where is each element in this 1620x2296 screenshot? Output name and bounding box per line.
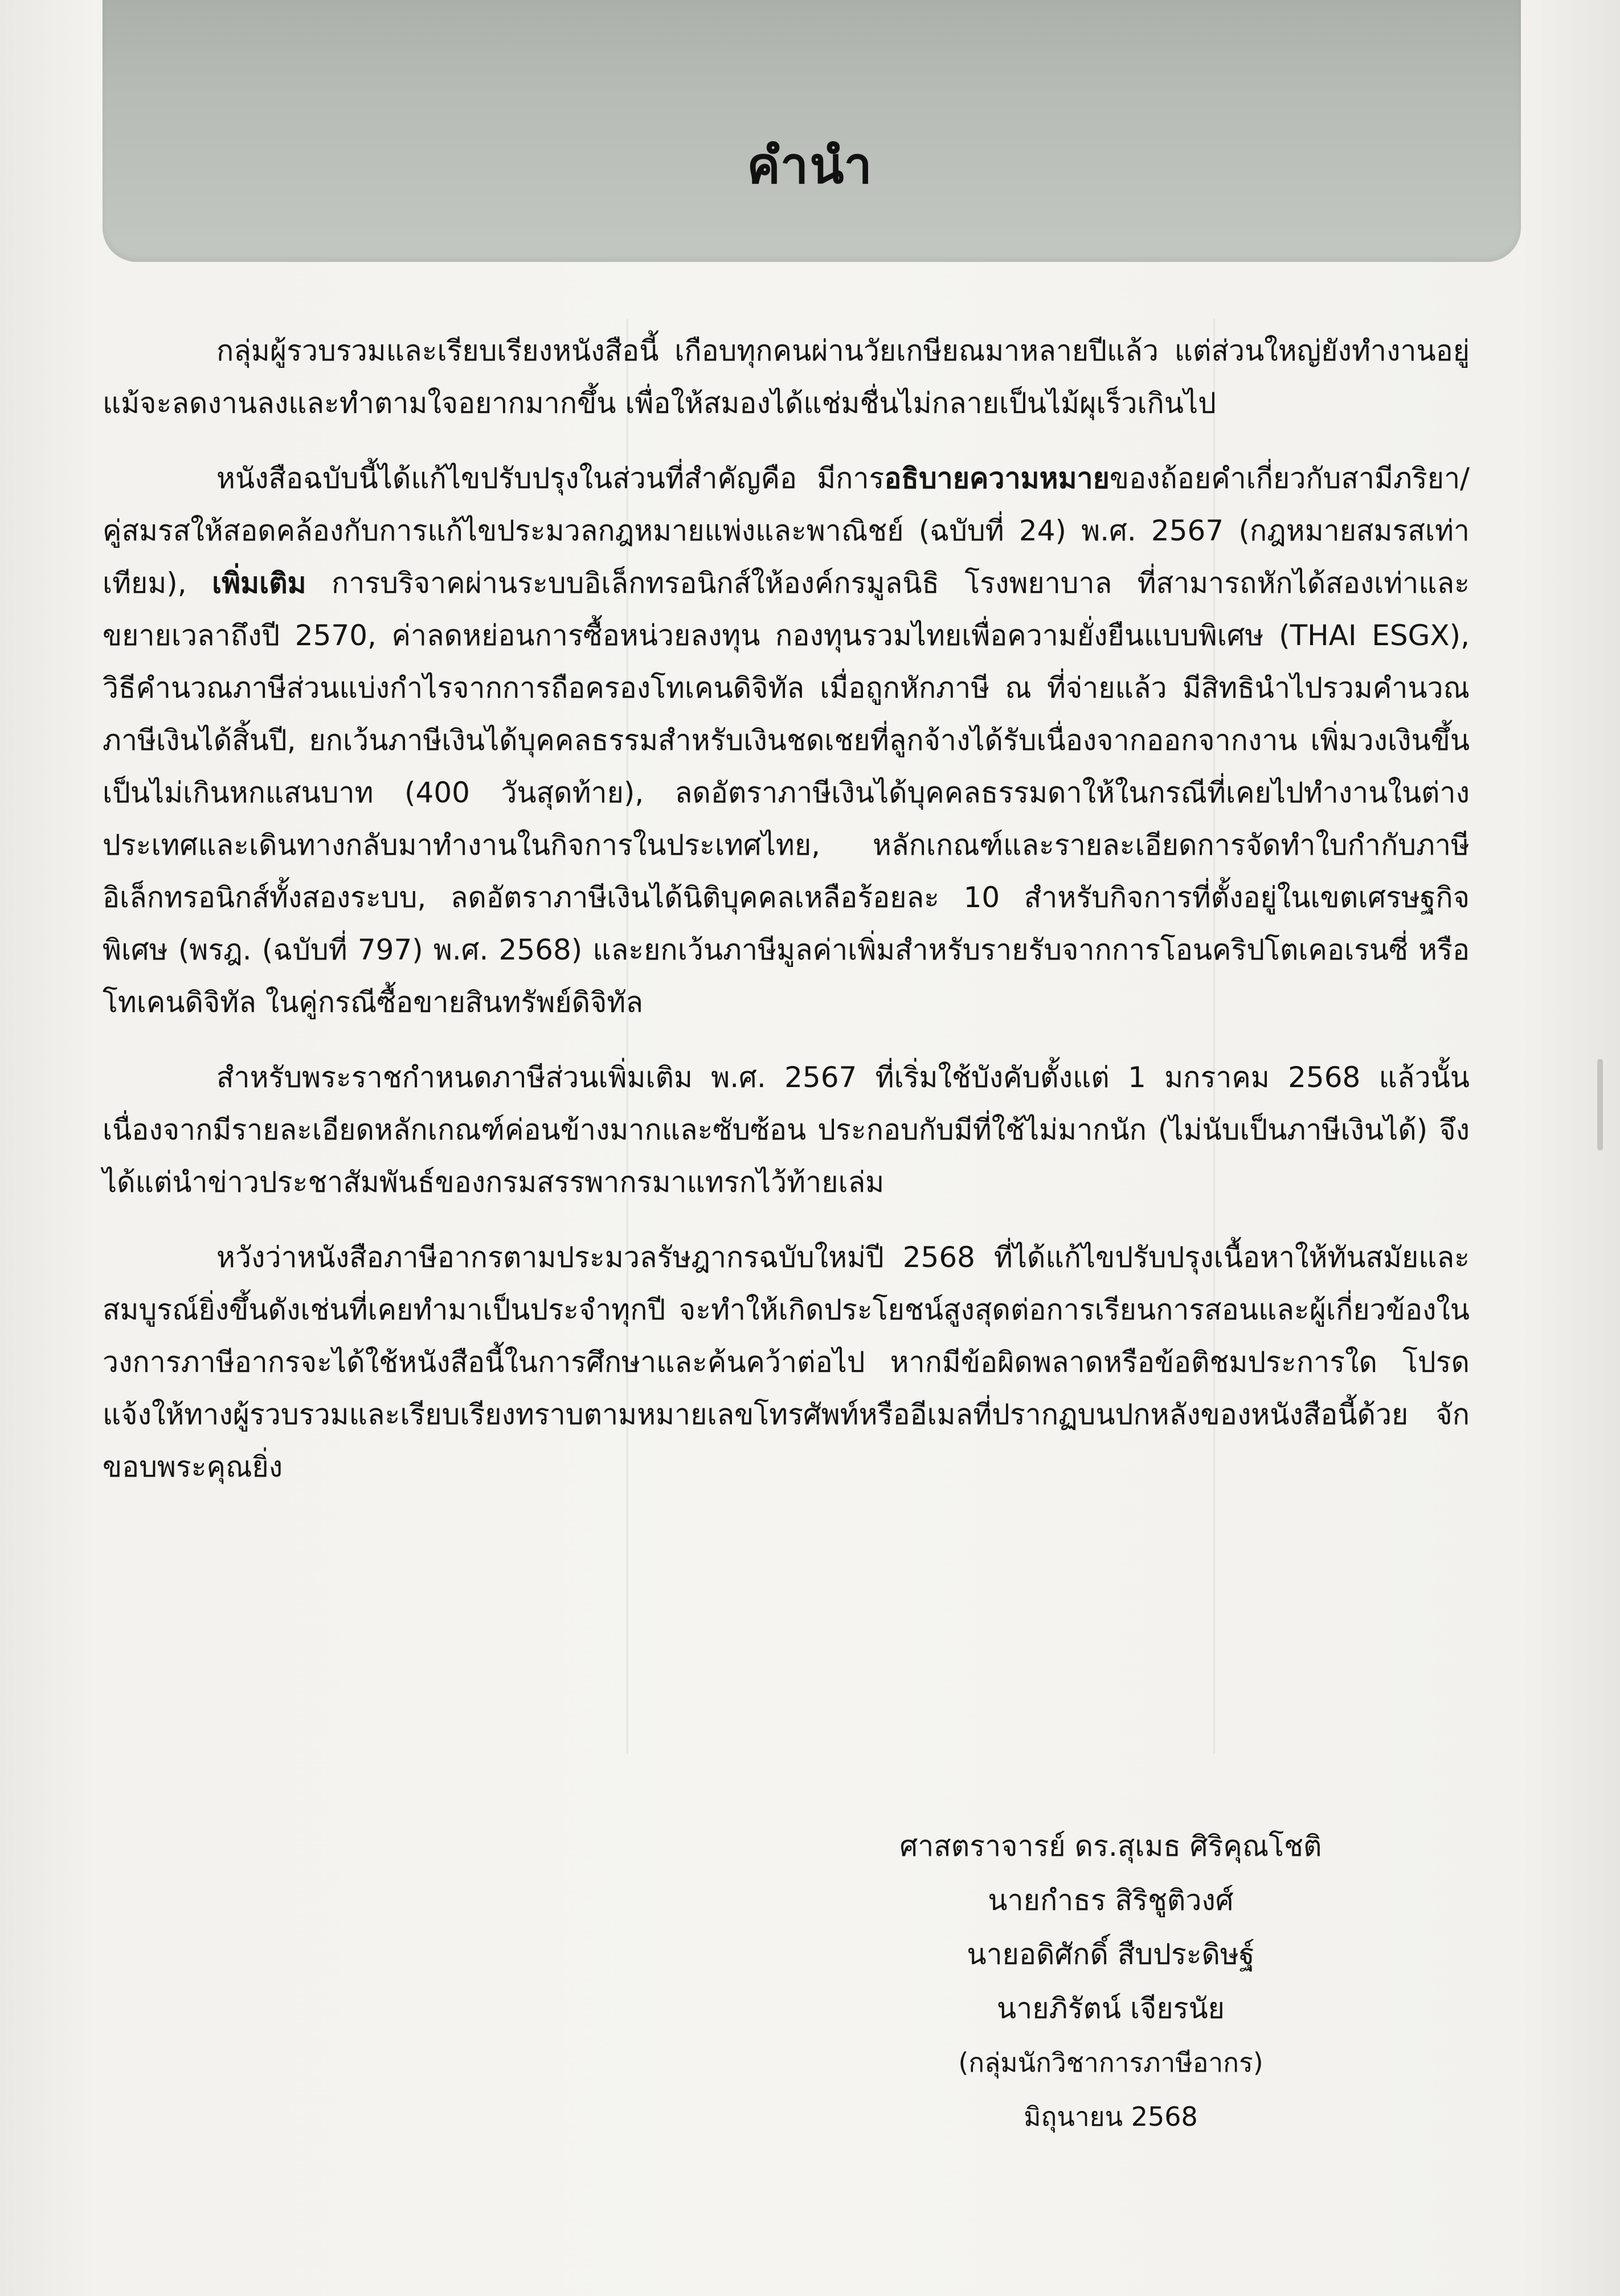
paragraph-2-part-c: ของถ้อยคำเกี่ยวกับสามีภริยา/คู่สมรสให้สอดคล้องกับการแก้ไขประมวลกฎหมายแพ่งและพาณิชย์ (ฉบับที่ 24) พ.ศ. 2567 (กฎหมายสมรสเท่าเทียม), [103, 462, 1470, 600]
signature-block [826, 1819, 1396, 2144]
signatory-2: นายกำธร สิริชูติวงศ์ [988, 1884, 1234, 1917]
signatory-3: นายอดิศักดิ์ สืบประดิษฐ์ [967, 1938, 1255, 1971]
emphasis-explain-meaning: อธิบายความหมาย [884, 462, 1110, 495]
signature-date: มิถุนายน 2568 [1024, 2101, 1198, 2132]
page-title: คำนำ [747, 136, 873, 195]
paragraph-1: กลุ่มผู้รวบรวมและเรียบเรียงหนังสือนี้ เกือบทุกคนผ่านวัยเกษียณมาหลายปีแล้ว แต่ส่วนใหญ่ยังทำงานอยู่แม้จะลดงานลงและทำตามใจอยากมากขึ้น เพื่อให้สมองได้แช่มชื่นไม่กลายเป็นไม้ผุเร็วเกินไป [103, 334, 1470, 420]
paragraph-2-part-e: การบริจาคผ่านระบบอิเล็กทรอนิกส์ให้องค์กรมูลนิธิ โรงพยาบาล ที่สามารถหักได้สองเท่าและขยายเวลาถึงปี 2570, ค่าลดหย่อนการซื้อหน่วยลงทุน กองทุนรวมไทยเพื่อความยั่งยืนแบบพิเศษ (THAI ESGX), วิธีคำนวณภาษีส่วนแบ่งกำไรจากการถือครองโทเคนดิจิทัล เมื่อถูกหักภาษี ณ ที่จ่ายแล้ว มีสิทธินำไปรวมคำนวณภาษีเงินได้สิ้นปี, ยกเว้นภาษีเงินได้บุคคลธรรมสำหรับเงินชดเชยที่ลูกจ้างได้รับเนื่องจากออกจากงาน เพิ่มวงเงินขึ้นเป็นไม่เกินหกแสนบาท (400 วันสุดท้าย), ลดอัตราภาษีเงินได้บุคคลธรรมดาให้ในกรณีที่เคยไปทำงานในต่างประเทศและเดินทางกลับมาทำงานในกิจการในประเทศไทย, หลักเกณฑ์และรายละเอียดการจัดทำใบกำกับภาษีอิเล็กทรอนิกส์ทั้งสองระบบ, ลดอัตราภาษีเงินได้นิติบุคคลเหลือร้อยละ 10 สำหรับกิจการที่ตั้งอยู่ในเขตเศรษฐกิจพิเศษ (พรฎ. (ฉบับที่ 797) พ.ศ. 2568) และยกเว้นภาษีมูลค่าเพิ่มสำหรับรายรับจากการโอนคริปโตเคอเรนซี่ หรือโทเคนดิจิทัล ในคู่กรณีซื้อขายสินทรัพย์ดิจิทัล [103, 567, 1470, 1019]
paragraph-3: สำหรับพระราชกำหนดภาษีส่วนเพิ่มเติม พ.ศ. 2567 ที่เริ่มใช้บังคับตั้งแต่ 1 มกราคม 2568 แล้วนั้น เนื่องจากมีรายละเอียดหลักเกณฑ์ค่อนข้างมากและซับซ้อน ประกอบกับมีที่ใช้ไม่มากนัก (ไม่นับเป็นภาษีเงินได้) จึงได้แต่นำข่าวประชาสัมพันธ์ของกรมสรรพากรมาแทรกไว้ท้ายเล่ม [103, 1061, 1470, 1199]
paragraph-2-part-a: หนังสือฉบับนี้ได้แก้ไขปรับปรุงในส่วนที่สำคัญคือ มีการ [216, 462, 885, 495]
page-edge-mark [1597, 1059, 1603, 1150]
preface-body [103, 325, 1470, 1516]
emphasis-additional: เพิ่มเติม [212, 567, 306, 600]
paragraph-2 [103, 452, 1470, 1028]
signatory-group: (กลุ่มนักวิชาการภาษีอากร) [958, 2047, 1263, 2078]
paragraph-4: หวังว่าหนังสือภาษีอากรตามประมวลรัษฎากรฉบับใหม่ปี 2568 ที่ได้แก้ไขปรับปรุงเนื้อหาให้ทันสมัยและสมบูรณ์ยิ่งขึ้นดังเช่นที่เคยทำมาเป็นประจำทุกปี จะทำให้เกิดประโยชน์สูงสุดต่อการเรียนการสอนและผู้เกี่ยวข้องในวงการภาษีอากรจะได้ใช้หนังสือนี้ในการศึกษาและค้นคว้าต่อไป หากมีข้อผิดพลาดหรือข้อติชมประการใด โปรดแจ้งให้ทางผู้รวบรวมและเรียบเรียงทราบตามหมายเลขโทรศัพท์หรืออีเมลที่ปรากฏบนปกหลังของหนังสือนี้ด้วย จักขอบพระคุณยิ่ง [103, 1241, 1470, 1483]
signatory-4: นายภิรัตน์ เจียรนัย [997, 1992, 1225, 2025]
signatory-1: ศาสตราจารย์ ดร.สุเมธ ศิริคุณโชติ [899, 1830, 1322, 1863]
